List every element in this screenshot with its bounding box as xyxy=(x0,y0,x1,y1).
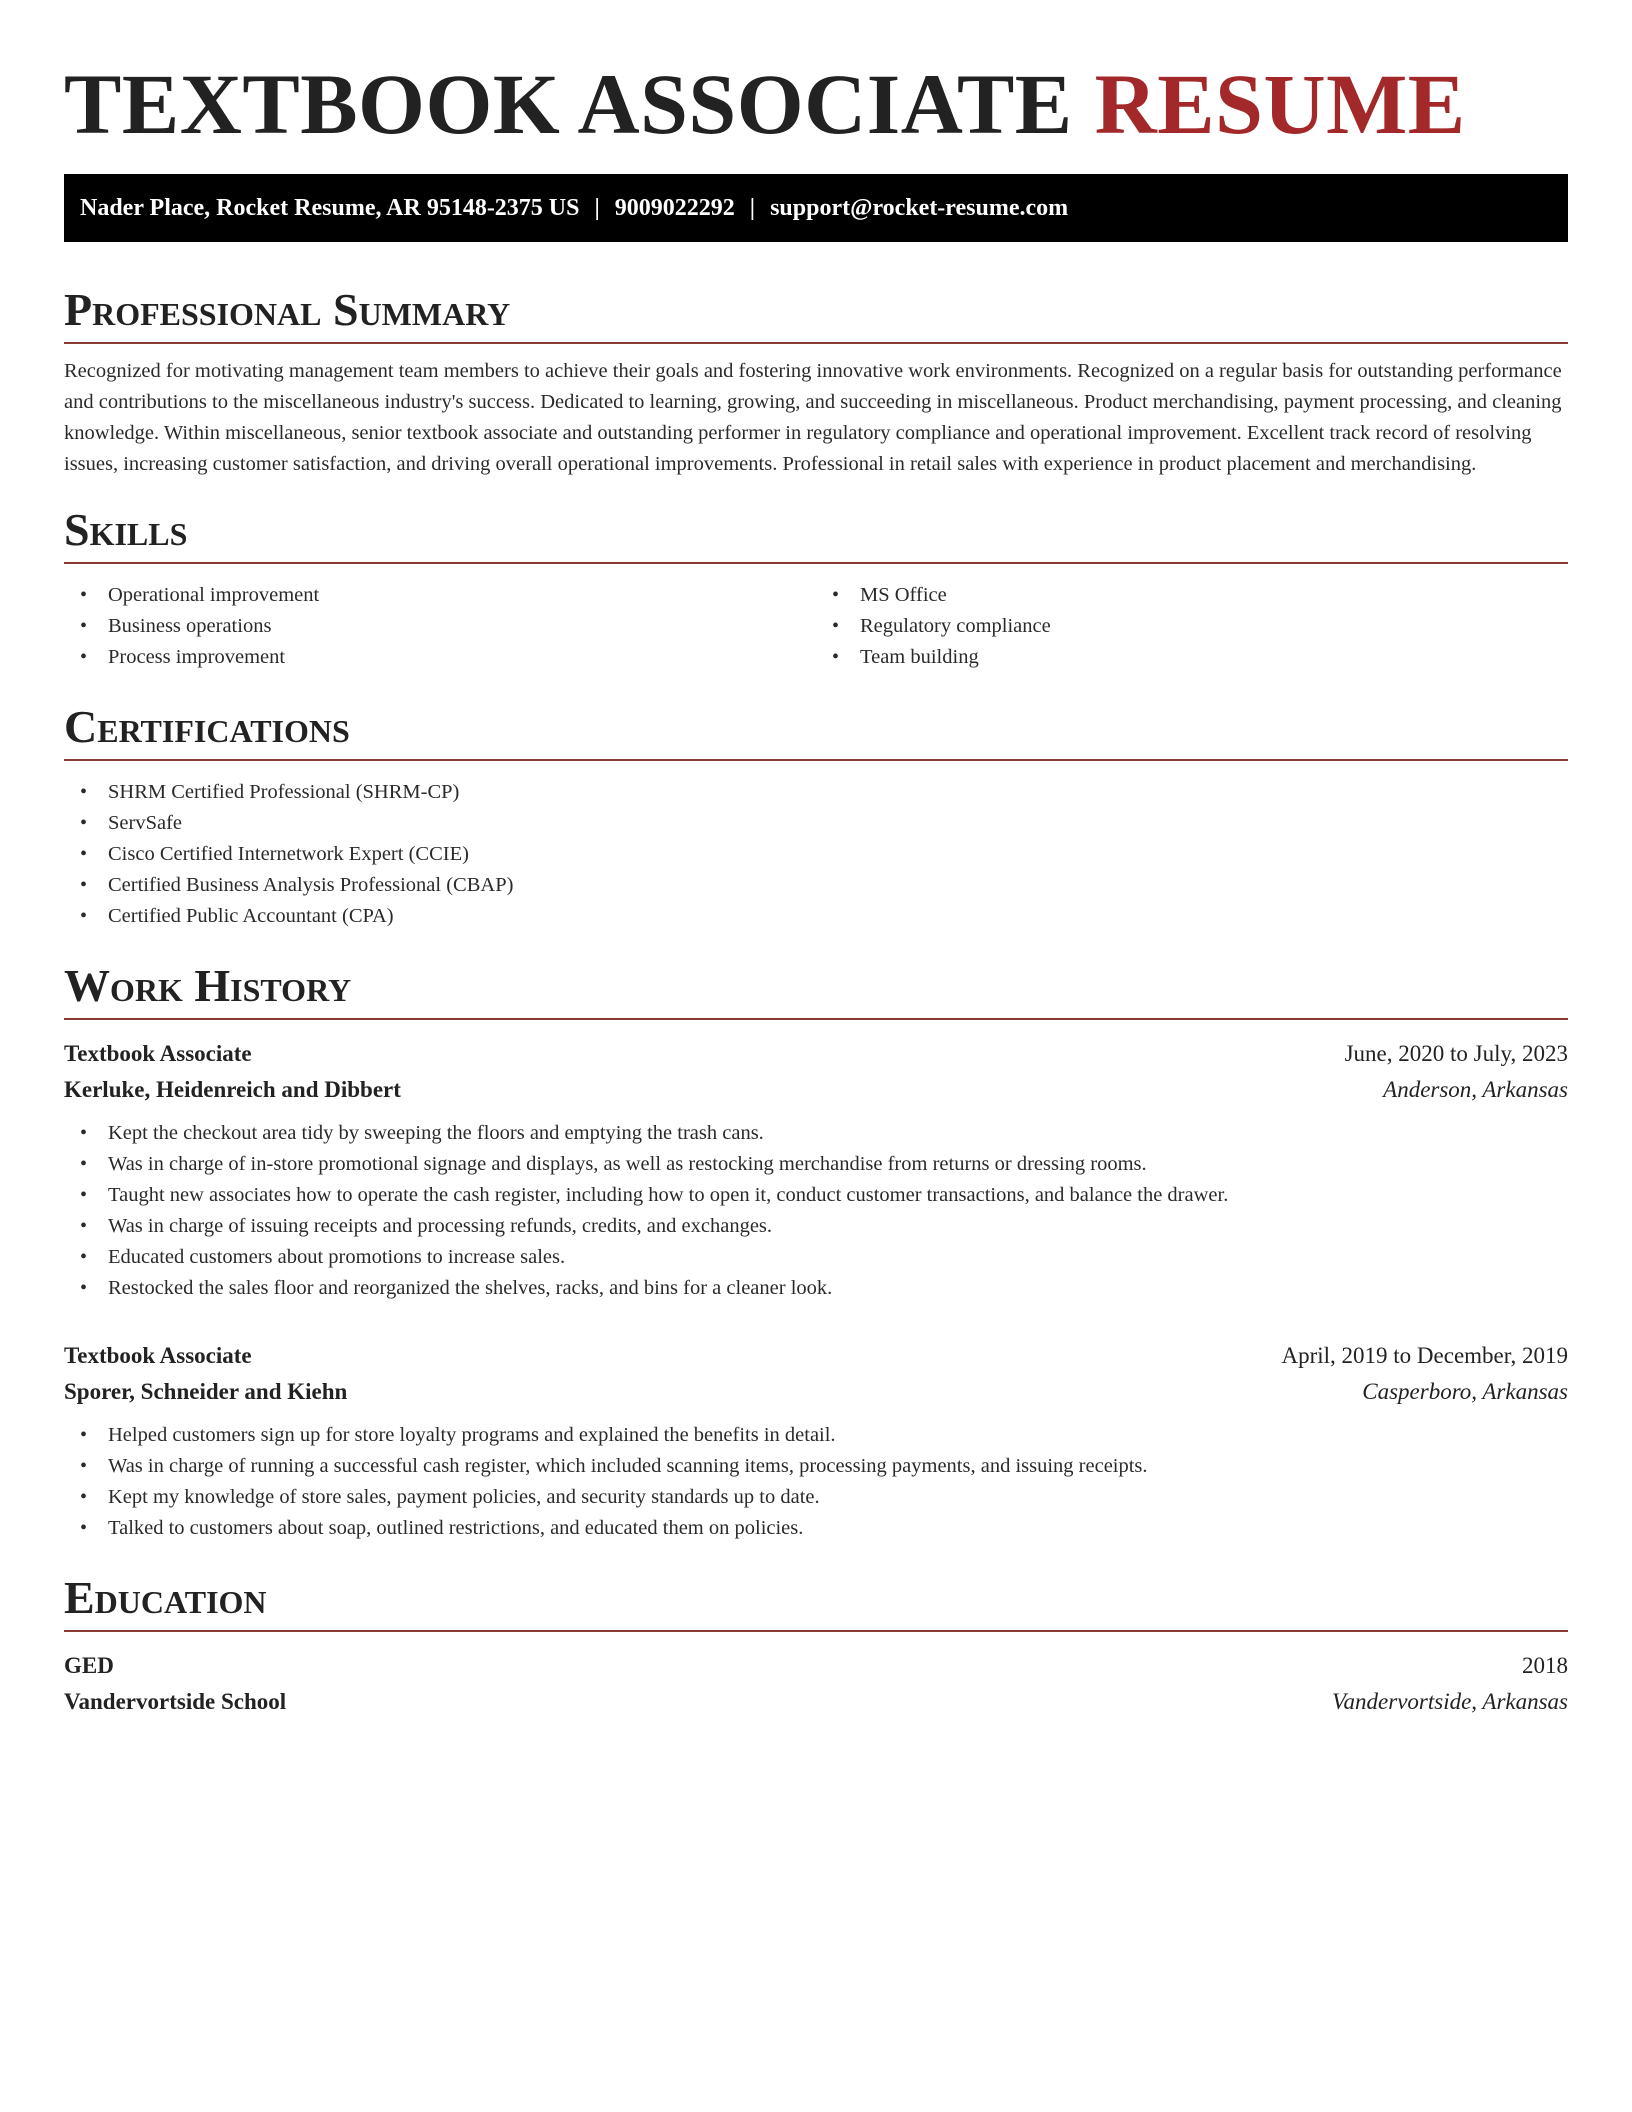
certification-item: • Certified Business Analysis Professional (CBAP) xyxy=(64,870,1568,901)
work-history-section xyxy=(64,958,1568,1544)
contact-address: Nader Place, Rocket Resume, AR 95148-2375 US xyxy=(80,194,580,221)
section-divider xyxy=(64,342,1568,344)
education-year: 2018 xyxy=(1522,1653,1568,1678)
certifications-section xyxy=(64,699,1568,932)
job-duty: • Taught new associates how to operate the cash register, including how to open it, conduct customer transactions, and balance the drawer. xyxy=(64,1180,1568,1211)
skill-item: • Operational improvement xyxy=(64,580,816,611)
education-degree: GED xyxy=(64,1653,114,1678)
summary-section xyxy=(64,282,1568,480)
job-duty: • Talked to customers about soap, outlined restrictions, and educated them on policies. xyxy=(64,1513,1568,1544)
job-company: Kerluke, Heidenreich and Dibbert xyxy=(64,1077,401,1102)
job-company-row xyxy=(64,1374,1568,1410)
skills-right-column xyxy=(816,580,1568,673)
job-duties-list xyxy=(64,1420,1568,1544)
contact-phone[interactable]: 9009022292 xyxy=(614,194,735,221)
skills-section xyxy=(64,502,1568,673)
job-duty: • Was in charge of issuing receipts and processing refunds, credits, and exchanges. xyxy=(64,1211,1568,1242)
summary-heading: Professional Summary xyxy=(64,284,511,335)
job-duty: • Was in charge of in-store promotional signage and displays, as well as restocking merchandise from returns or dressing rooms. xyxy=(64,1149,1568,1180)
job-location: Anderson, Arkansas xyxy=(1383,1077,1568,1102)
certifications-heading: Certifications xyxy=(64,701,350,752)
job-header-row xyxy=(64,1036,1568,1072)
summary-text: Recognized for motivating management team members to achieve their goals and fostering innovative work environments. Recognized on a regular basis for outstanding performance and contributions to the miscellaneous industry's success. Dedicated to learning, growing, and succeeding in miscellaneous. Product merchandising, payment processing, and cleaning knowledge. Within miscellaneous, senior textbook associate and outstanding performer in regulatory compliance and operational improvement. Excellent track record of resolving issues, increasing customer satisfaction, and driving overall operational improvements. Professional in retail sales with experience in product placement and merchandising. xyxy=(64,360,1562,475)
skills-left-list xyxy=(64,580,816,673)
job-duty: • Restocked the sales floor and reorganized the shelves, racks, and bins for a cleaner look. xyxy=(64,1273,1568,1304)
job-dates: April, 2019 to December, 2019 xyxy=(1281,1343,1568,1368)
education-header-row xyxy=(64,1648,1568,1684)
job-company-row xyxy=(64,1072,1568,1108)
contact-bar xyxy=(64,174,1568,242)
job-entry xyxy=(64,1338,1568,1544)
certification-item: • Cisco Certified Internetwork Expert (CCIE) xyxy=(64,839,1568,870)
section-divider xyxy=(64,1630,1568,1632)
title-main: TEXTBOOK ASSOCIATE xyxy=(64,56,1073,152)
job-duties-list xyxy=(64,1118,1568,1304)
skills-grid xyxy=(64,580,1568,673)
job-duty: • Kept my knowledge of store sales, payment policies, and security standards up to date. xyxy=(64,1482,1568,1513)
contact-separator: | xyxy=(594,194,600,221)
skill-item: • Regulatory compliance xyxy=(816,611,1568,642)
section-divider xyxy=(64,1018,1568,1020)
job-title: Textbook Associate xyxy=(64,1041,252,1066)
job-title: Textbook Associate xyxy=(64,1343,252,1368)
skills-left-column xyxy=(64,580,816,673)
job-duty: • Kept the checkout area tidy by sweeping the floors and emptying the trash cans. xyxy=(64,1118,1568,1149)
work-history-heading: Work History xyxy=(64,960,352,1011)
title-accent: RESUME xyxy=(1094,56,1466,152)
certification-item: • ServSafe xyxy=(64,808,1568,839)
skill-item: • Team building xyxy=(816,642,1568,673)
skills-right-list xyxy=(816,580,1568,673)
skill-item: • Business operations xyxy=(64,611,816,642)
job-company: Sporer, Schneider and Kiehn xyxy=(64,1379,348,1404)
contact-separator: | xyxy=(749,194,756,221)
resume-title xyxy=(64,54,1568,154)
job-duty: • Helped customers sign up for store loyalty programs and explained the benefits in detail. xyxy=(64,1420,1568,1451)
contact-email[interactable]: support@rocket-resume.com xyxy=(770,194,1069,221)
job-location: Casperboro, Arkansas xyxy=(1362,1379,1568,1404)
job-entry xyxy=(64,1036,1568,1304)
skill-item: • MS Office xyxy=(816,580,1568,611)
job-dates: June, 2020 to July, 2023 xyxy=(1344,1041,1568,1066)
education-heading: Education xyxy=(64,1572,267,1623)
job-duty: • Was in charge of running a successful cash register, which included scanning items, processing payments, and issuing receipts. xyxy=(64,1451,1568,1482)
certification-item: • Certified Public Accountant (CPA) xyxy=(64,901,1568,932)
job-header-row xyxy=(64,1338,1568,1374)
certifications-list xyxy=(64,777,1568,932)
certification-item: • SHRM Certified Professional (SHRM-CP) xyxy=(64,777,1568,808)
education-location: Vandervortside, Arkansas xyxy=(1332,1689,1568,1714)
skill-item: • Process improvement xyxy=(64,642,816,673)
section-divider xyxy=(64,562,1568,564)
job-duty: • Educated customers about promotions to increase sales. xyxy=(64,1242,1568,1273)
section-divider xyxy=(64,759,1568,761)
education-school-row xyxy=(64,1684,1568,1720)
education-school: Vandervortside School xyxy=(64,1689,287,1714)
skills-heading: Skills xyxy=(64,504,188,555)
education-entry xyxy=(64,1648,1568,1720)
education-section xyxy=(64,1570,1568,1720)
